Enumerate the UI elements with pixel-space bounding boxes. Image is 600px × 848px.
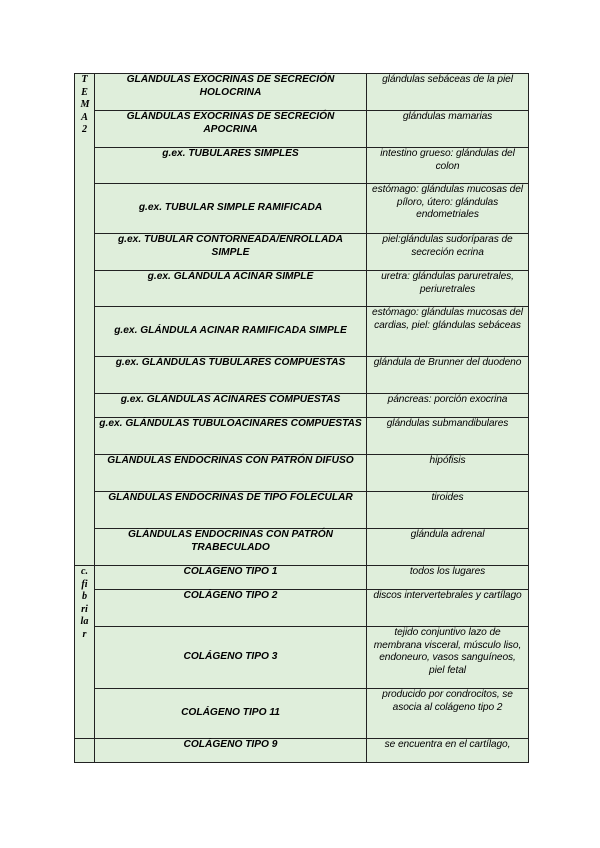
term-cell: GLÁNDULAS EXOCRINAS DE SECRECIÓN HOLOCRINA	[95, 74, 367, 111]
term-cell: g.ex. GLÁNDULA ACINAR SIMPLE	[95, 271, 367, 307]
section-label-tema-2: TEMA 2	[75, 74, 95, 566]
term-cell: COLÁGENO TIPO 1	[95, 566, 367, 590]
section-label-empty	[75, 739, 95, 763]
example-cell: hipófisis	[367, 455, 529, 492]
term-cell: COLÁGENO TIPO 3	[95, 627, 367, 689]
term-cell: g.ex. GLÁNDULAS TUBULARES COMPUESTAS	[95, 357, 367, 394]
example-cell: todos los lugares	[367, 566, 529, 590]
example-cell: estómago: glándulas mucosas del píloro, útero: glándulas endometriales	[367, 184, 529, 234]
example-cell: páncreas: porción exocrina	[367, 394, 529, 418]
table-row	[75, 627, 529, 689]
example-cell: glándula de Brunner del duodeno	[367, 357, 529, 394]
table-row	[75, 307, 529, 357]
example-cell: glándulas submandibulares	[367, 418, 529, 455]
table-row	[75, 357, 529, 394]
table-row	[75, 184, 529, 234]
table-row	[75, 234, 529, 271]
example-cell: uretra: glándulas paruretrales, periuretrales	[367, 271, 529, 307]
example-cell: intestino grueso: glándulas del colon	[367, 148, 529, 184]
term-cell: g.ex. GLÁNDULAS ACINARES COMPUESTAS	[95, 394, 367, 418]
example-cell: discos intervertebrales y cartílago	[367, 590, 529, 627]
term-cell: g.ex. TUBULAR SIMPLE RAMIFICADA	[95, 184, 367, 234]
table-row	[75, 74, 529, 111]
example-cell: tejido conjuntivo lazo de membrana visceral, músculo liso, endoneuro, vasos sanguíneos, piel fetal	[367, 627, 529, 689]
example-cell: producido por condrocitos, se asocia al colágeno tipo 2	[367, 689, 529, 739]
example-cell: se encuentra en el cartílago,	[367, 739, 529, 763]
table-row	[75, 529, 529, 566]
term-cell: g.ex. TUBULAR CONTORNEADA/ENROLLADA SIMPLE	[95, 234, 367, 271]
term-cell: COLÁGENO TIPO 2	[95, 590, 367, 627]
table-row	[75, 566, 529, 590]
term-cell: GLÁNDULAS ENDOCRINAS DE TIPO FOLECULAR	[95, 492, 367, 529]
example-cell: tiroides	[367, 492, 529, 529]
term-cell: GLÁNDULAS ENDOCRINAS CON PATRÓN TRABECULADO	[95, 529, 367, 566]
example-cell: glándulas mamarias	[367, 111, 529, 148]
table-row	[75, 418, 529, 455]
table-row	[75, 590, 529, 627]
table-row	[75, 739, 529, 763]
table-row	[75, 111, 529, 148]
content-table	[74, 73, 529, 763]
example-cell: glándulas sebáceas de la piel	[367, 74, 529, 111]
table-row	[75, 148, 529, 184]
table-row	[75, 455, 529, 492]
example-cell: piel:glándulas sudoríparas de secreción ecrina	[367, 234, 529, 271]
table-row	[75, 271, 529, 307]
table-row	[75, 492, 529, 529]
term-cell: COLÁGENO TIPO 11	[95, 689, 367, 739]
table-row	[75, 689, 529, 739]
term-cell: GLÁNDULAS EXOCRINAS DE SECRECIÓN APOCRINA	[95, 111, 367, 148]
example-cell: glándula adrenal	[367, 529, 529, 566]
table-row	[75, 394, 529, 418]
term-cell: g.ex. GLÁNDULA ACINAR RAMIFICADA SIMPLE	[95, 307, 367, 357]
term-cell: g.ex. TUBULARES SIMPLES	[95, 148, 367, 184]
term-cell: g.ex. GLÁNDULAS TUBULOACINARES COMPUESTAS	[95, 418, 367, 455]
example-cell: estómago: glándulas mucosas del cardias, piel: glándulas sebáceas	[367, 307, 529, 357]
section-label-c-fibrilar: c. fibrilar	[75, 566, 95, 739]
term-cell: GLÁNDULAS ENDOCRINAS CON PATRÓN DIFUSO	[95, 455, 367, 492]
term-cell: COLÁGENO TIPO 9	[95, 739, 367, 763]
